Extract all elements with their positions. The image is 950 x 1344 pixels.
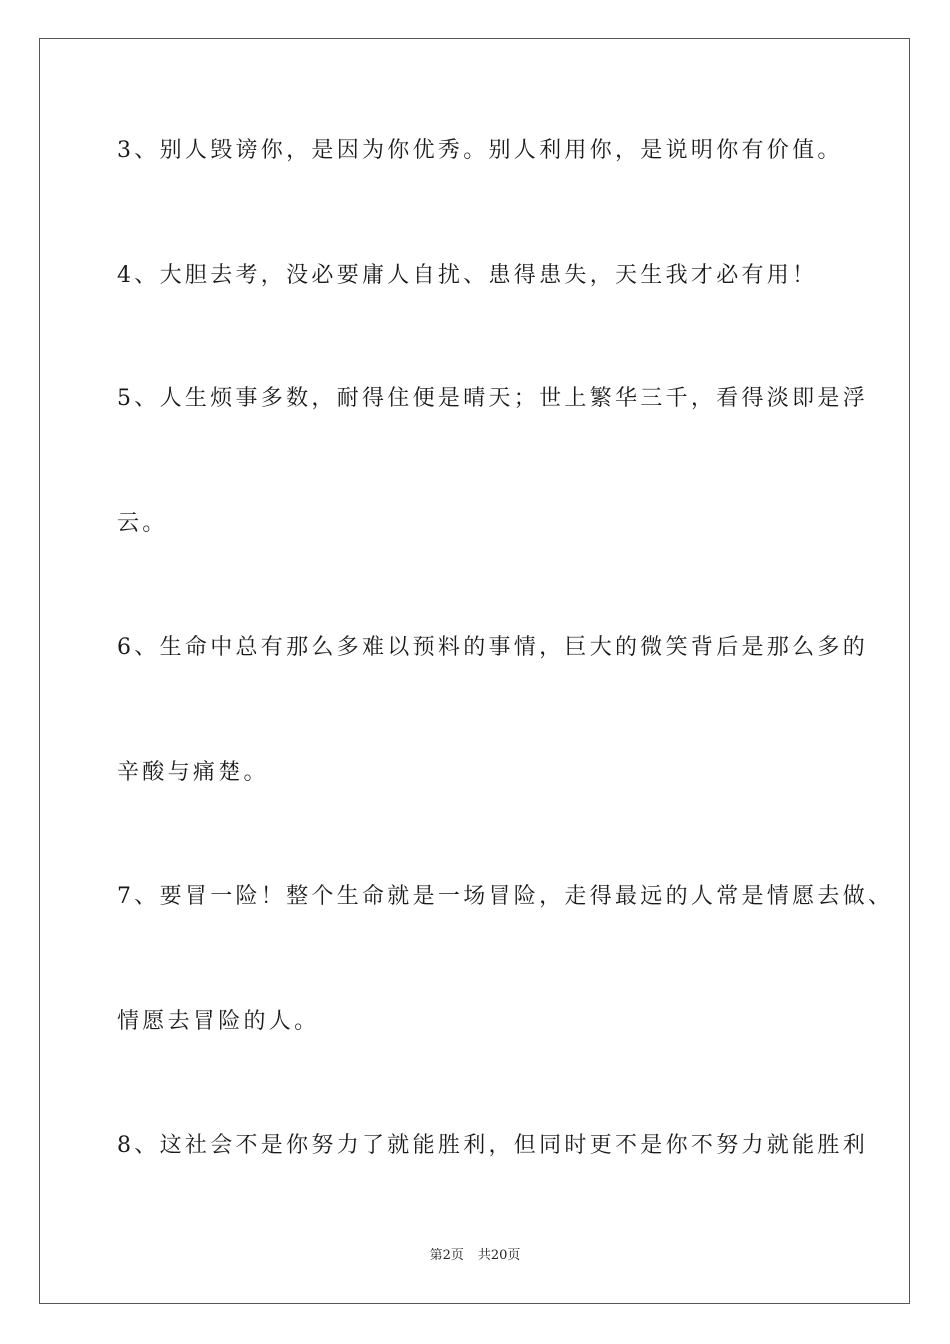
page-frame: [39, 38, 910, 1304]
text-line-4: 4、大胆去考，没必要庸人自扰、患得患失，天生我才必有用！: [117, 263, 818, 288]
page-number: 第2页: [429, 1248, 464, 1263]
text-line-8: 8、这社会不是你努力了就能胜利，但同时更不是你不努力就能胜利: [117, 1133, 868, 1158]
text-line-5: 5、人生烦事多数，耐得住便是晴天；世上繁华三千，看得淡即是浮: [117, 386, 868, 411]
page-footer: [0, 1247, 950, 1265]
text-line-6: 6、生命中总有那么多难以预料的事情，巨大的微笑背后是那么多的: [117, 635, 868, 660]
text-line-7: 7、要冒一险！整个生命就是一场冒险，走得最远的人常是情愿去做、: [117, 884, 894, 909]
page-total: 共20页: [477, 1248, 521, 1263]
text-line-6-cont: 辛酸与痛楚。: [117, 760, 269, 785]
text-line-3: 3、别人毁谤你，是因为你优秀。别人利用你，是说明你有价值。: [117, 138, 843, 163]
text-line-7-cont: 情愿去冒险的人。: [117, 1009, 320, 1034]
text-line-5-cont: 云。: [117, 511, 168, 536]
